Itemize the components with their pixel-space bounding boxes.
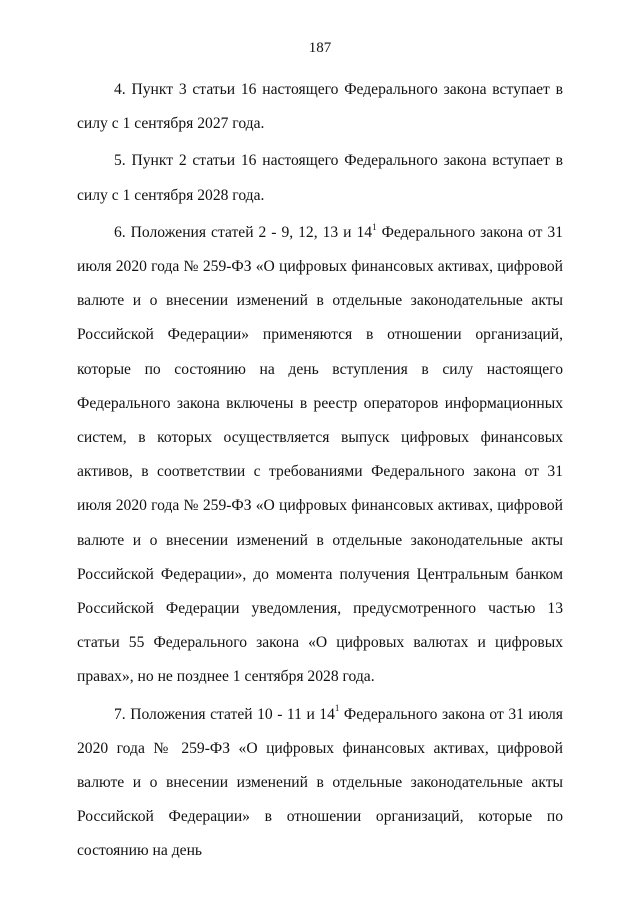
page-number: 187 bbox=[308, 40, 332, 56]
document-body bbox=[77, 73, 563, 869]
paragraph-5-text: 5. Пункт 2 статьи 16 настоящего Федерального закона вступает в силу с 1 сентября 2028 года. bbox=[77, 152, 563, 204]
paragraph-6-text-rest: Федерального закона от 31 июля 2020 года № 259-ФЗ «О цифровых финансовых активах, цифровой валюте и о внесении изменений в отдельные законодательные акты Российской Федерации» применяются в отношении организаций, которые по состоянию на день вступления в силу настоящего Федерального закона включены в реестр операторов информационных систем, в которых осуществляется выпуск цифровых финансовых активов, в соответствии с требованиями Федерального закона от 31 июля 2020 года № 259-ФЗ «О цифровых финансовых активах, цифровой валюте и о внесении изменений в отдельные законодательные акты Российской Федерации», до момента получения Центральным банком Российской Федерации уведомления, предусмотренного частью 13 статьи 55 Федерального закона «О цифровых валютах и цифровых правах», но не позднее 1 сентября 2028 года. bbox=[77, 223, 563, 686]
paragraph-7 bbox=[77, 698, 563, 869]
paragraph-5 bbox=[77, 144, 563, 212]
paragraph-7-text-rest: Федерального закона от 31 июля 2020 года № 259-ФЗ «О цифровых финансовых активах, цифровой валюте и о внесении изменений в отдельные законодательные акты Российской Федерации» в отношении организаций, которые по состоянию на день bbox=[77, 705, 563, 860]
paragraph-7-text-start: 7. Положения статей 10 - 11 и 14 bbox=[114, 705, 335, 723]
paragraph-6-text-start: 6. Положения статей 2 - 9, 12, 13 и 14 bbox=[114, 223, 373, 241]
paragraph-4-text: 4. Пункт 3 статьи 16 настоящего Федерального закона вступает в силу с 1 сентября 2027 года. bbox=[77, 81, 563, 133]
paragraph-4 bbox=[77, 73, 563, 141]
superscript-marker: 1 bbox=[334, 703, 340, 714]
superscript-marker: 1 bbox=[372, 221, 377, 232]
paragraph-6 bbox=[77, 216, 563, 695]
